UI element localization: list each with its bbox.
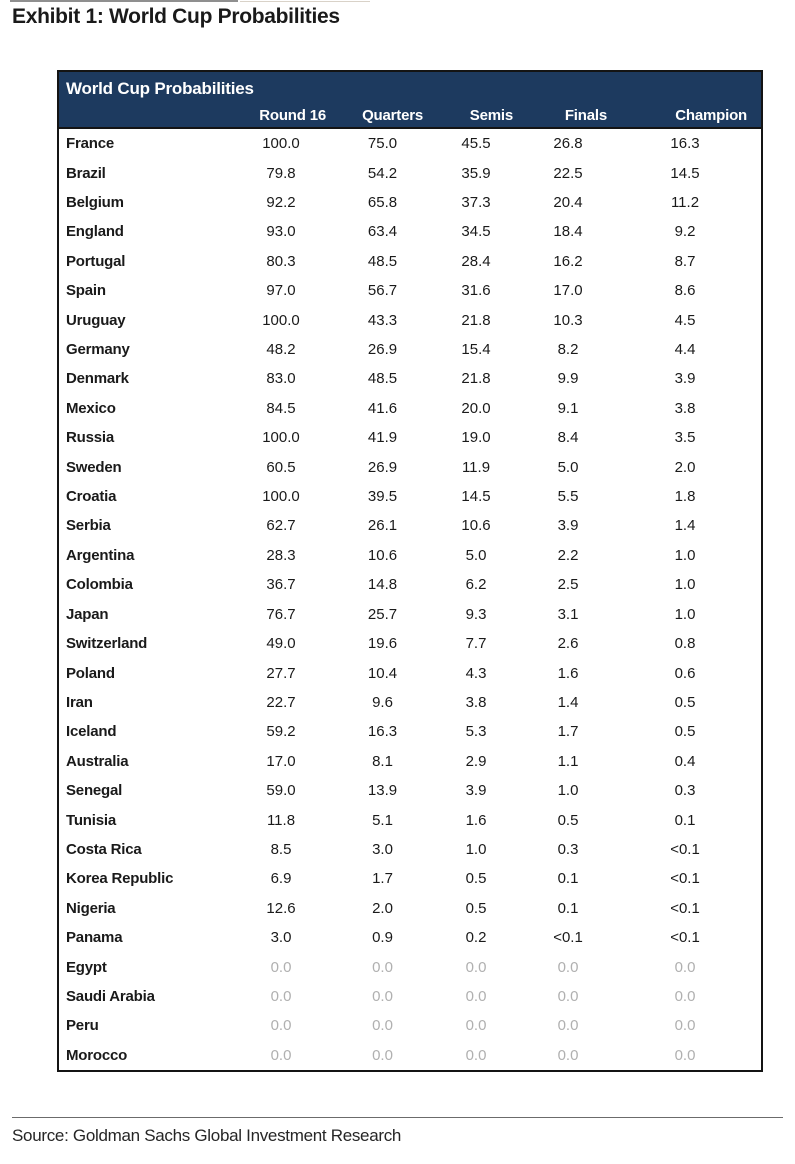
value-cell: 3.0	[372, 840, 393, 858]
table-row	[59, 158, 761, 187]
value-cell: 0.1	[557, 899, 579, 917]
value-cell: 0.0	[674, 987, 696, 1005]
value-cell: 1.0	[674, 546, 696, 564]
value-cell: 0.0	[465, 1046, 487, 1064]
probabilities-table	[57, 70, 763, 1072]
value-cell: 0.0	[372, 987, 393, 1005]
value-cell: 35.9	[461, 164, 491, 182]
value-cell: 20.4	[553, 194, 583, 212]
value-cell: 16.3	[367, 723, 398, 741]
value-cell: 0.0	[372, 1017, 393, 1035]
table-row	[59, 688, 761, 717]
value-cell: 16.2	[553, 252, 583, 270]
table-row	[59, 805, 761, 834]
value-cell: 1.6	[465, 811, 487, 829]
table-row	[59, 1041, 761, 1070]
value-cell: 10.4	[367, 664, 398, 682]
value-cell: 14.5	[461, 488, 491, 506]
value-cell: 4.3	[465, 664, 487, 682]
column-header-quarters: Quarters	[362, 106, 423, 124]
value-cell: 65.8	[367, 194, 398, 212]
team-name-cell: Korea Republic	[66, 870, 174, 888]
team-name-cell: Panama	[66, 929, 123, 947]
value-cell: 0.0	[270, 1017, 292, 1035]
table-row	[59, 776, 761, 805]
value-cell: 39.5	[367, 488, 398, 506]
clipped-text-remnant	[10, 0, 238, 2]
value-cell: 3.9	[674, 370, 696, 388]
value-cell: 0.1	[674, 811, 696, 829]
value-cell: 1.0	[674, 576, 696, 594]
value-cell: 0.8	[674, 635, 696, 653]
value-cell: 8.5	[270, 840, 292, 858]
footer-divider	[12, 1117, 783, 1118]
value-cell: 13.9	[367, 782, 398, 800]
value-cell: <0.1	[553, 929, 583, 947]
value-cell: 100.0	[262, 488, 300, 506]
value-cell: 75.0	[367, 135, 398, 153]
value-cell: 1.7	[557, 723, 579, 741]
table-row	[59, 923, 761, 952]
value-cell: 1.4	[674, 517, 696, 535]
team-name-cell: Uruguay	[66, 311, 126, 329]
team-name-cell: Colombia	[66, 576, 133, 594]
value-cell: 0.1	[557, 870, 579, 888]
column-header-champion: Champion	[675, 106, 747, 124]
value-cell: 3.5	[674, 429, 696, 447]
value-cell: 0.0	[557, 987, 579, 1005]
value-cell: 3.8	[465, 693, 487, 711]
value-cell: 28.4	[461, 252, 491, 270]
value-cell: 2.6	[557, 635, 579, 653]
table-row	[59, 747, 761, 776]
value-cell: 0.5	[465, 870, 487, 888]
table-row	[59, 394, 761, 423]
value-cell: 11.9	[461, 458, 491, 476]
value-cell: 0.5	[557, 811, 579, 829]
value-cell: 79.8	[266, 164, 296, 182]
value-cell: 62.7	[266, 517, 296, 535]
value-cell: 31.6	[461, 282, 491, 300]
value-cell: <0.1	[670, 870, 700, 888]
value-cell: 16.3	[670, 135, 700, 153]
value-cell: 0.0	[557, 1017, 579, 1035]
value-cell: 8.6	[674, 282, 696, 300]
team-name-cell: Senegal	[66, 782, 123, 800]
value-cell: 4.4	[674, 341, 696, 359]
team-name-cell: Mexico	[66, 399, 116, 417]
table-row	[59, 864, 761, 893]
table-row	[59, 452, 761, 481]
value-cell: 8.4	[557, 429, 579, 447]
table-row	[59, 952, 761, 981]
table-row	[59, 511, 761, 540]
value-cell: 10.6	[461, 517, 491, 535]
value-cell: 0.0	[372, 958, 393, 976]
value-cell: 17.0	[553, 282, 583, 300]
value-cell: 8.2	[557, 341, 579, 359]
table-row	[59, 129, 761, 158]
table-row	[59, 600, 761, 629]
value-cell: 3.9	[557, 517, 579, 535]
value-cell: 0.0	[674, 1017, 696, 1035]
table-row	[59, 364, 761, 393]
value-cell: 0.0	[557, 1046, 579, 1064]
value-cell: 12.6	[266, 899, 296, 917]
value-cell: 0.5	[674, 693, 696, 711]
value-cell: 80.3	[266, 252, 296, 270]
value-cell: 59.2	[266, 723, 296, 741]
team-name-cell: Peru	[66, 1017, 99, 1035]
value-cell: 10.3	[553, 311, 583, 329]
value-cell: 1.0	[674, 605, 696, 623]
value-cell: <0.1	[670, 929, 700, 947]
table-row	[59, 305, 761, 334]
value-cell: 48.2	[266, 341, 296, 359]
value-cell: 5.3	[465, 723, 487, 741]
column-header-finals: Finals	[564, 106, 607, 124]
value-cell: 0.0	[270, 987, 292, 1005]
value-cell: 0.2	[465, 929, 487, 947]
team-name-cell: Croatia	[66, 488, 117, 506]
table-row	[59, 482, 761, 511]
value-cell: 17.0	[266, 752, 296, 770]
table-header	[59, 72, 761, 129]
value-cell: 1.4	[557, 693, 579, 711]
table-row	[59, 982, 761, 1011]
value-cell: 84.5	[266, 399, 296, 417]
value-cell: 26.1	[367, 517, 398, 535]
value-cell: 0.0	[674, 958, 696, 976]
value-cell: 1.8	[674, 488, 696, 506]
value-cell: 54.2	[367, 164, 398, 182]
value-cell: 97.0	[266, 282, 296, 300]
value-cell: 93.0	[266, 223, 296, 241]
table-row	[59, 570, 761, 599]
value-cell: 28.3	[266, 546, 296, 564]
value-cell: 19.6	[367, 635, 398, 653]
value-cell: 100.0	[262, 311, 300, 329]
value-cell: 0.0	[557, 958, 579, 976]
team-name-cell: Russia	[66, 429, 114, 447]
value-cell: 14.5	[670, 164, 700, 182]
value-cell: 1.0	[557, 782, 579, 800]
value-cell: 45.5	[461, 135, 491, 153]
value-cell: 0.9	[372, 929, 393, 947]
team-name-cell: Belgium	[66, 194, 124, 212]
value-cell: 21.8	[461, 370, 491, 388]
value-cell: 11.8	[266, 811, 296, 829]
table-row	[59, 541, 761, 570]
column-header-round16: Round 16	[259, 106, 326, 124]
team-name-cell: Egypt	[66, 958, 107, 976]
table-row	[59, 717, 761, 746]
value-cell: 48.5	[367, 252, 398, 270]
value-cell: 3.9	[465, 782, 487, 800]
team-name-cell: Sweden	[66, 458, 122, 476]
value-cell: 0.4	[674, 752, 696, 770]
value-cell: 100.0	[262, 429, 300, 447]
value-cell: 1.7	[372, 870, 393, 888]
value-cell: 9.2	[674, 223, 696, 241]
value-cell: 6.9	[270, 870, 292, 888]
value-cell: 0.0	[674, 1046, 696, 1064]
team-name-cell: Germany	[66, 341, 130, 359]
table-title: World Cup Probabilities	[66, 79, 254, 98]
value-cell: 0.5	[674, 723, 696, 741]
value-cell: 25.7	[367, 605, 398, 623]
team-name-cell: Iceland	[66, 723, 117, 741]
table-row	[59, 188, 761, 217]
team-name-cell: Costa Rica	[66, 840, 142, 858]
value-cell: 9.9	[557, 370, 579, 388]
team-name-cell: Spain	[66, 282, 106, 300]
value-cell: 0.0	[465, 958, 487, 976]
value-cell: 3.8	[674, 399, 696, 417]
team-name-cell: Iran	[66, 693, 93, 711]
value-cell: 0.0	[372, 1046, 393, 1064]
table-row	[59, 335, 761, 364]
team-name-cell: Japan	[66, 605, 109, 623]
team-name-cell: Nigeria	[66, 899, 116, 917]
value-cell: 19.0	[461, 429, 491, 447]
value-cell: 3.1	[557, 605, 579, 623]
value-cell: 5.5	[557, 488, 579, 506]
value-cell: 2.0	[372, 899, 393, 917]
value-cell: 6.2	[465, 576, 487, 594]
team-name-cell: Australia	[66, 752, 129, 770]
value-cell: 5.1	[372, 811, 393, 829]
team-name-cell: Portugal	[66, 252, 126, 270]
value-cell: 3.0	[270, 929, 292, 947]
value-cell: 34.5	[461, 223, 491, 241]
value-cell: 5.0	[557, 458, 579, 476]
value-cell: 56.7	[367, 282, 398, 300]
clipped-text-remnant	[240, 1, 370, 2]
value-cell: 5.0	[465, 546, 487, 564]
table-row	[59, 835, 761, 864]
value-cell: 18.4	[553, 223, 583, 241]
value-cell: 0.5	[465, 899, 487, 917]
value-cell: 4.5	[674, 311, 696, 329]
value-cell: 60.5	[266, 458, 296, 476]
value-cell: 1.0	[465, 840, 487, 858]
value-cell: 21.8	[461, 311, 491, 329]
value-cell: 22.5	[553, 164, 583, 182]
value-cell: 22.7	[266, 693, 296, 711]
value-cell: 9.6	[372, 693, 393, 711]
value-cell: 11.2	[670, 194, 700, 212]
team-name-cell: Morocco	[66, 1046, 128, 1064]
value-cell: 10.6	[367, 546, 398, 564]
value-cell: 48.5	[367, 370, 398, 388]
value-cell: 26.9	[367, 458, 398, 476]
table-body	[59, 129, 761, 1070]
column-header-row	[59, 103, 761, 127]
value-cell: 76.7	[266, 605, 296, 623]
value-cell: 9.1	[557, 399, 579, 417]
team-name-cell: Poland	[66, 664, 115, 682]
value-cell: 2.5	[557, 576, 579, 594]
value-cell: 0.0	[465, 987, 487, 1005]
table-row	[59, 1011, 761, 1040]
value-cell: 0.0	[270, 1046, 292, 1064]
value-cell: 15.4	[461, 341, 491, 359]
value-cell: 2.9	[465, 752, 487, 770]
value-cell: 14.8	[367, 576, 398, 594]
value-cell: 27.7	[266, 664, 296, 682]
team-name-cell: Argentina	[66, 546, 135, 564]
value-cell: 0.0	[270, 958, 292, 976]
value-cell: 92.2	[266, 194, 296, 212]
table-row	[59, 217, 761, 246]
value-cell: 26.9	[367, 341, 398, 359]
value-cell: 49.0	[266, 635, 296, 653]
value-cell: 2.2	[557, 546, 579, 564]
team-name-cell: Serbia	[66, 517, 111, 535]
value-cell: 41.9	[367, 429, 398, 447]
value-cell: <0.1	[670, 840, 700, 858]
value-cell: 1.1	[557, 752, 579, 770]
value-cell: 0.0	[465, 1017, 487, 1035]
value-cell: 8.1	[372, 752, 393, 770]
exhibit-title: Exhibit 1: World Cup Probabilities	[12, 5, 340, 28]
value-cell: 0.6	[674, 664, 696, 682]
value-cell: 63.4	[367, 223, 398, 241]
source-attribution: Source: Goldman Sachs Global Investment Research	[12, 1126, 402, 1145]
value-cell: <0.1	[670, 899, 700, 917]
value-cell: 1.6	[557, 664, 579, 682]
value-cell: 100.0	[262, 135, 300, 153]
value-cell: 20.0	[461, 399, 491, 417]
value-cell: 36.7	[266, 576, 296, 594]
value-cell: 59.0	[266, 782, 296, 800]
table-row	[59, 276, 761, 305]
table-row	[59, 658, 761, 687]
team-name-cell: Denmark	[66, 370, 129, 388]
table-row	[59, 247, 761, 276]
value-cell: 43.3	[367, 311, 398, 329]
team-name-cell: England	[66, 223, 124, 241]
value-cell: 8.7	[674, 252, 696, 270]
value-cell: 37.3	[461, 194, 491, 212]
value-cell: 0.3	[557, 840, 579, 858]
table-row	[59, 629, 761, 658]
value-cell: 83.0	[266, 370, 296, 388]
value-cell: 0.3	[674, 782, 696, 800]
value-cell: 7.7	[465, 635, 487, 653]
team-name-cell: Saudi Arabia	[66, 987, 155, 1005]
table-row	[59, 894, 761, 923]
value-cell: 26.8	[553, 135, 583, 153]
value-cell: 41.6	[367, 399, 398, 417]
table-row	[59, 423, 761, 452]
team-name-cell: Switzerland	[66, 635, 148, 653]
value-cell: 2.0	[674, 458, 696, 476]
value-cell: 9.3	[465, 605, 487, 623]
column-header-semis: Semis	[469, 106, 513, 124]
team-name-cell: Tunisia	[66, 811, 116, 829]
team-name-cell: Brazil	[66, 164, 106, 182]
team-name-cell: France	[66, 135, 114, 153]
